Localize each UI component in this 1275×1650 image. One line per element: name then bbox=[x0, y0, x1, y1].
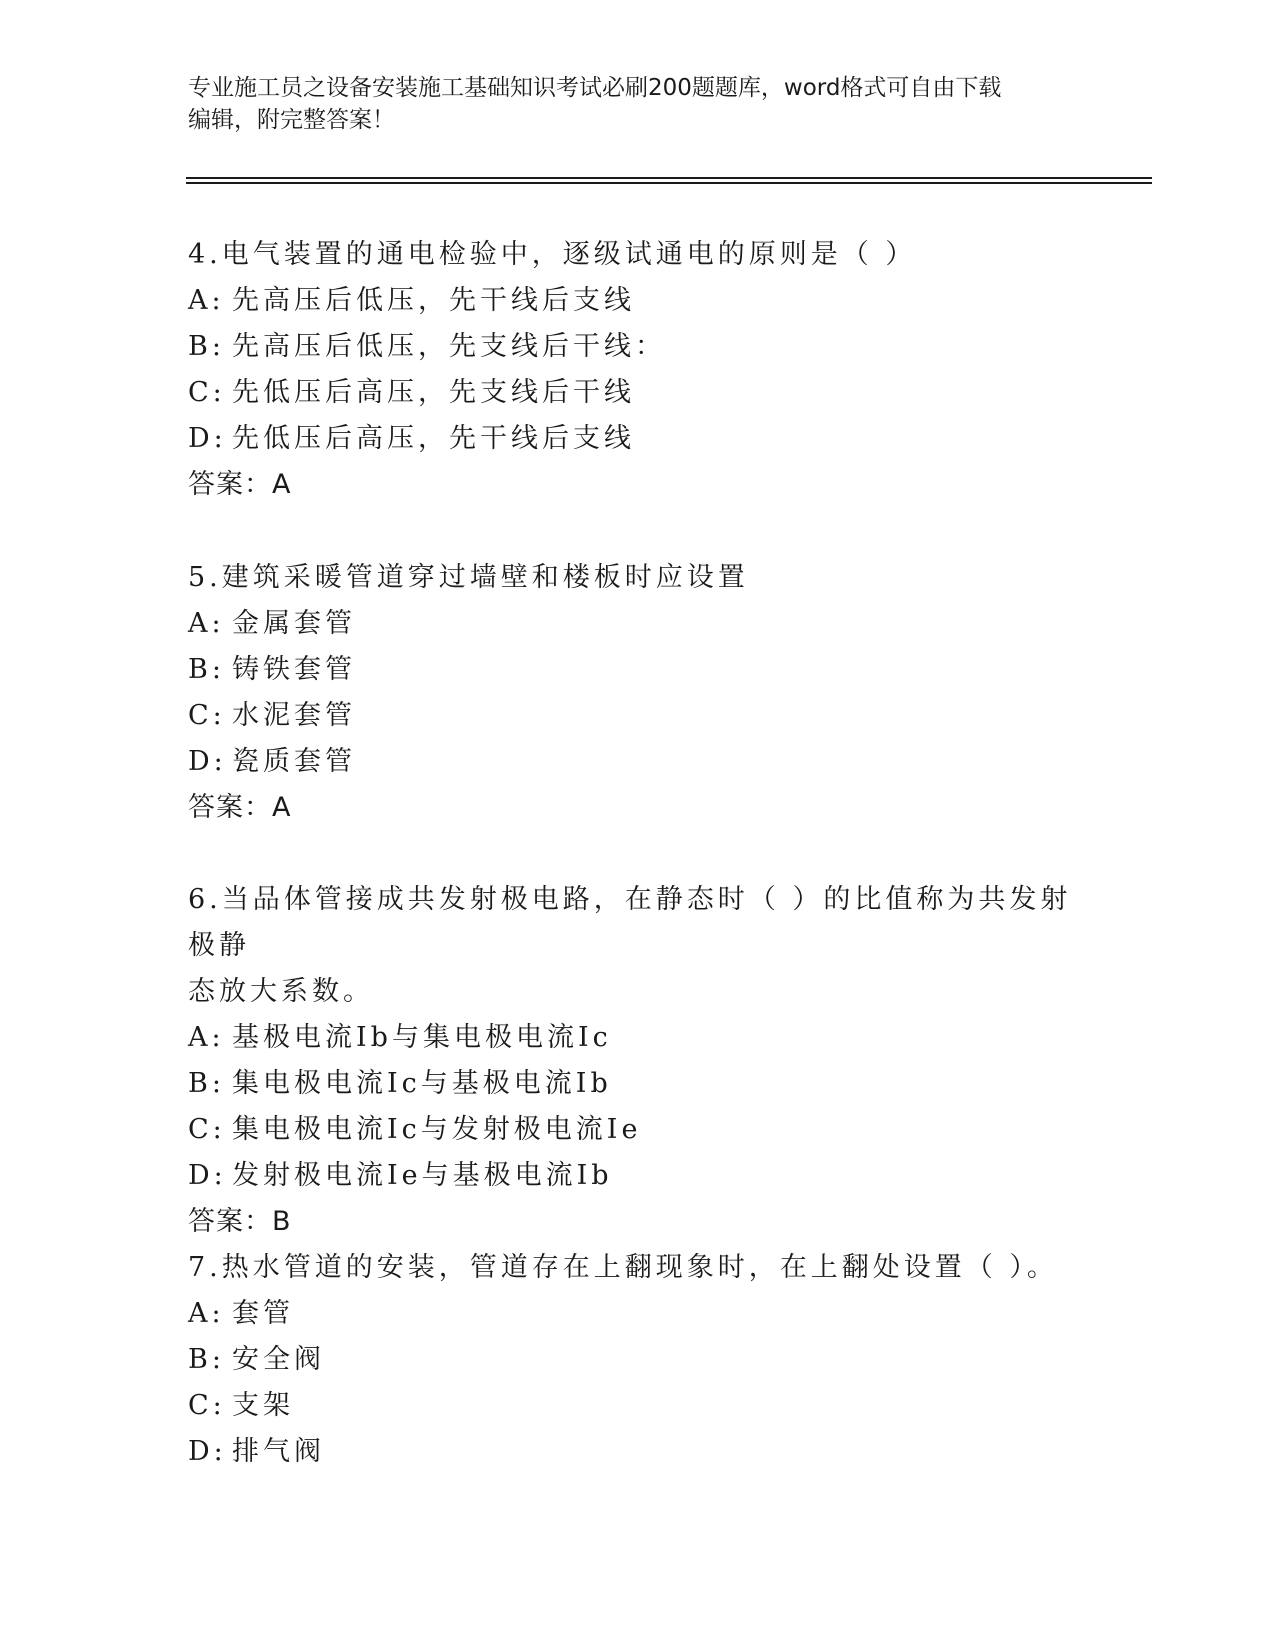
header-line-1: 专业施工员之设备安装施工基础知识考试必刷200题题库，word格式可自由下载 bbox=[188, 75, 1002, 101]
option-text: 集电极电流Ic与基极电流Ib bbox=[232, 1068, 612, 1099]
answer-line: 答案：A bbox=[188, 469, 292, 500]
question-stem: 4.电气装置的通电检验中，逐级试通电的原则是（ ） bbox=[188, 239, 917, 270]
question-stem-continued: 态放大系数。 bbox=[188, 976, 374, 1007]
option-key: A: bbox=[188, 1298, 225, 1329]
option-a bbox=[188, 601, 1088, 647]
question-stem: 7.热水管道的安装，管道存在上翻现象时，在上翻处设置（ ）。 bbox=[188, 1252, 1058, 1283]
option-b bbox=[188, 647, 1088, 693]
option-text: 先低压后高压，先干线后支线 bbox=[232, 423, 635, 454]
option-d bbox=[188, 1429, 1088, 1475]
answer-line: 答案：A bbox=[188, 792, 292, 823]
option-key: D: bbox=[188, 746, 227, 777]
question-6 bbox=[188, 877, 1088, 1245]
option-b bbox=[188, 1061, 1088, 1107]
option-key: A: bbox=[188, 285, 225, 316]
option-d bbox=[188, 1153, 1088, 1199]
option-text: 先高压后低压，先干线后支线 bbox=[232, 285, 635, 316]
option-key: B: bbox=[188, 1344, 225, 1375]
question-5 bbox=[188, 555, 1088, 831]
option-key: B: bbox=[188, 654, 225, 685]
option-key: C: bbox=[188, 1390, 226, 1421]
option-text: 基极电流Ib与集电极电流Ic bbox=[232, 1022, 612, 1053]
option-key: C: bbox=[188, 700, 226, 731]
option-c bbox=[188, 1107, 1088, 1153]
answer-line: 答案：B bbox=[188, 1206, 292, 1237]
option-key: B: bbox=[188, 331, 225, 362]
option-text: 先低压后高压，先支线后干线 bbox=[232, 377, 635, 408]
option-a bbox=[188, 1291, 1088, 1337]
option-text: 套管 bbox=[232, 1298, 294, 1329]
document-header bbox=[188, 72, 1088, 136]
option-text: 铸铁套管 bbox=[232, 654, 356, 685]
option-text: 发射极电流Ie与基极电流Ib bbox=[232, 1160, 613, 1191]
option-key: A: bbox=[188, 608, 225, 639]
option-text: 安全阀 bbox=[232, 1344, 325, 1375]
option-c bbox=[188, 370, 1088, 416]
question-4 bbox=[188, 232, 1088, 508]
option-a bbox=[188, 1015, 1088, 1061]
header-divider-bottom bbox=[186, 182, 1152, 184]
option-b bbox=[188, 324, 1088, 370]
option-text: 先高压后低压，先支线后干线： bbox=[232, 331, 666, 362]
header-line-2: 编辑，附完整答案！ bbox=[188, 107, 395, 133]
option-key: C: bbox=[188, 1114, 226, 1145]
option-text: 瓷质套管 bbox=[232, 746, 356, 777]
option-text: 集电极电流Ic与发射极电流Ie bbox=[232, 1114, 642, 1145]
option-text: 支架 bbox=[232, 1390, 294, 1421]
question-stem: 5.建筑采暖管道穿过墙壁和楼板时应设置 bbox=[188, 562, 749, 593]
option-d bbox=[188, 416, 1088, 462]
option-key: D: bbox=[188, 423, 227, 454]
question-7 bbox=[188, 1245, 1088, 1475]
option-b bbox=[188, 1337, 1088, 1383]
option-key: C: bbox=[188, 377, 226, 408]
option-key: A: bbox=[188, 1022, 225, 1053]
option-c bbox=[188, 693, 1088, 739]
option-text: 金属套管 bbox=[232, 608, 356, 639]
option-text: 排气阀 bbox=[232, 1436, 325, 1467]
option-a bbox=[188, 278, 1088, 324]
question-stem: 6.当品体管接成共发射极电路，在静态时（ ）的比值称为共发射极静 bbox=[188, 884, 1072, 961]
option-text: 水泥套管 bbox=[232, 700, 356, 731]
option-key: B: bbox=[188, 1068, 225, 1099]
option-c bbox=[188, 1383, 1088, 1429]
option-d bbox=[188, 739, 1088, 785]
header-divider-top bbox=[186, 177, 1152, 179]
option-key: D: bbox=[188, 1160, 227, 1191]
option-key: D: bbox=[188, 1436, 227, 1467]
